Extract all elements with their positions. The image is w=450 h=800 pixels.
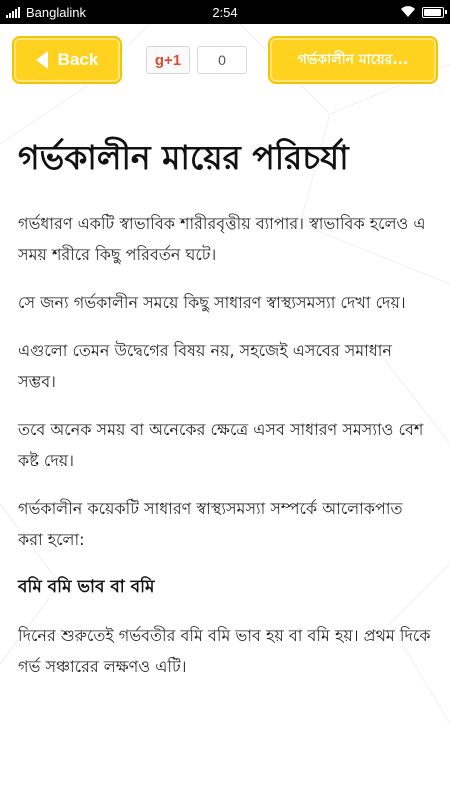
article-title-button[interactable]: গর্ভকালীন মায়ের... xyxy=(268,36,438,84)
back-button[interactable] xyxy=(12,36,122,84)
top-toolbar xyxy=(0,24,450,100)
back-button-label: Back xyxy=(57,50,99,69)
paragraph: সে জন্য গর্ভকালীন সময়ে কিছু সাধারণ স্বাস্থ্যসমস্যা দেখা দেয়। xyxy=(18,293,406,312)
status-time: 2:54 xyxy=(212,4,238,20)
back-arrow-icon xyxy=(36,51,48,69)
page-title: গর্ভকালীন মায়ের পরিচর্যা xyxy=(18,138,349,177)
section-heading: বমি বমি ভাব বা বমি xyxy=(18,577,155,597)
google-plus-count: 0 xyxy=(197,46,247,74)
status-right xyxy=(400,0,444,24)
paragraph: দিনের শুরুতেই গর্ভবতীর বমি বমি ভাব হয় বা বমি হয়। প্রথম দিকে গর্ভ সঞ্চারের লক্ষণও এটি। xyxy=(18,626,431,676)
google-plus-one-button[interactable]: g+1 xyxy=(146,46,190,74)
paragraph: গর্ভকালীন কয়েকটি সাধারণ স্বাস্থ্যসমস্যা সম্পর্কে আলোকপাত করা হলো: xyxy=(18,499,403,549)
paragraph: তবে অনেক সময় বা অনেকের ক্ষেত্রে এসব সাধারণ সমস্যাও বেশ কষ্ট দেয়। xyxy=(18,420,424,470)
paragraph: গর্ভধারণ একটি স্বাভাবিক শারীরবৃত্তীয় ব্যাপার। স্বাভাবিক হলেও এ সময় শরীরে কিছু পরিবর্তন ঘটে। xyxy=(18,214,426,264)
status-bar xyxy=(0,0,450,24)
article-content xyxy=(18,130,432,699)
signal-icon xyxy=(6,6,21,18)
paragraph: এগুলো তেমন উদ্বেগের বিষয় নয়, সহজেই এসবের সমাধান সম্ভব। xyxy=(18,341,392,391)
battery-fill xyxy=(424,9,441,16)
wifi-icon xyxy=(400,6,416,18)
status-left xyxy=(0,5,186,20)
carrier-name: Banglalink xyxy=(26,4,86,20)
battery-icon xyxy=(422,7,444,18)
